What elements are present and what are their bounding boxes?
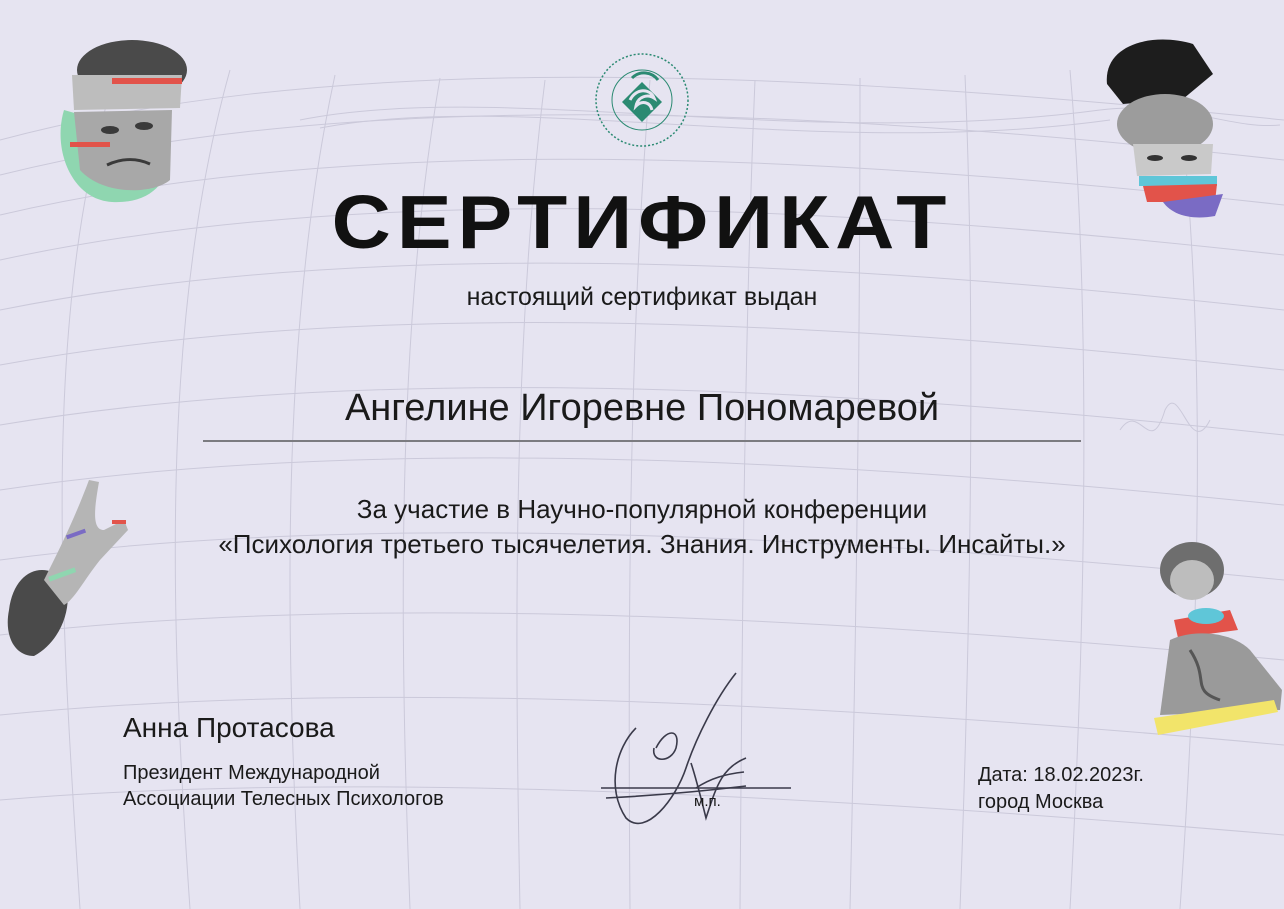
signer-name: Анна Протасова <box>123 712 335 743</box>
signer-role-line-1: Президент Международной <box>123 762 380 784</box>
issue-info <box>978 762 1144 816</box>
certificate-subtitle: настоящий сертификат выдан <box>466 283 818 311</box>
university-seal-icon <box>592 50 692 150</box>
issue-city: город Москва <box>978 791 1104 813</box>
head-collage-top-left-icon <box>52 30 192 205</box>
certificate-title: СЕРТИФИКАТ <box>331 180 953 265</box>
award-reason <box>0 492 1284 562</box>
recipient-name: Ангелине Игоревне Пономаревой <box>344 387 940 429</box>
handwritten-signature <box>596 668 796 838</box>
award-reason-line-2: «Психология третьего тысячелетия. Знания. Инструменты. Инсайты.» <box>218 529 1066 559</box>
portrait-collage-right-icon <box>1150 540 1282 735</box>
recipient-underline <box>203 440 1081 442</box>
signer-role-line-2: Ассоциации Телесных Психологов <box>123 788 444 810</box>
award-reason-line-1: За участие в Научно-популярной конференции <box>356 494 928 524</box>
issue-date: Дата: 18.02.2023г. <box>978 764 1144 786</box>
signer-role <box>123 760 444 812</box>
stamp-label: м.п. <box>694 793 721 810</box>
